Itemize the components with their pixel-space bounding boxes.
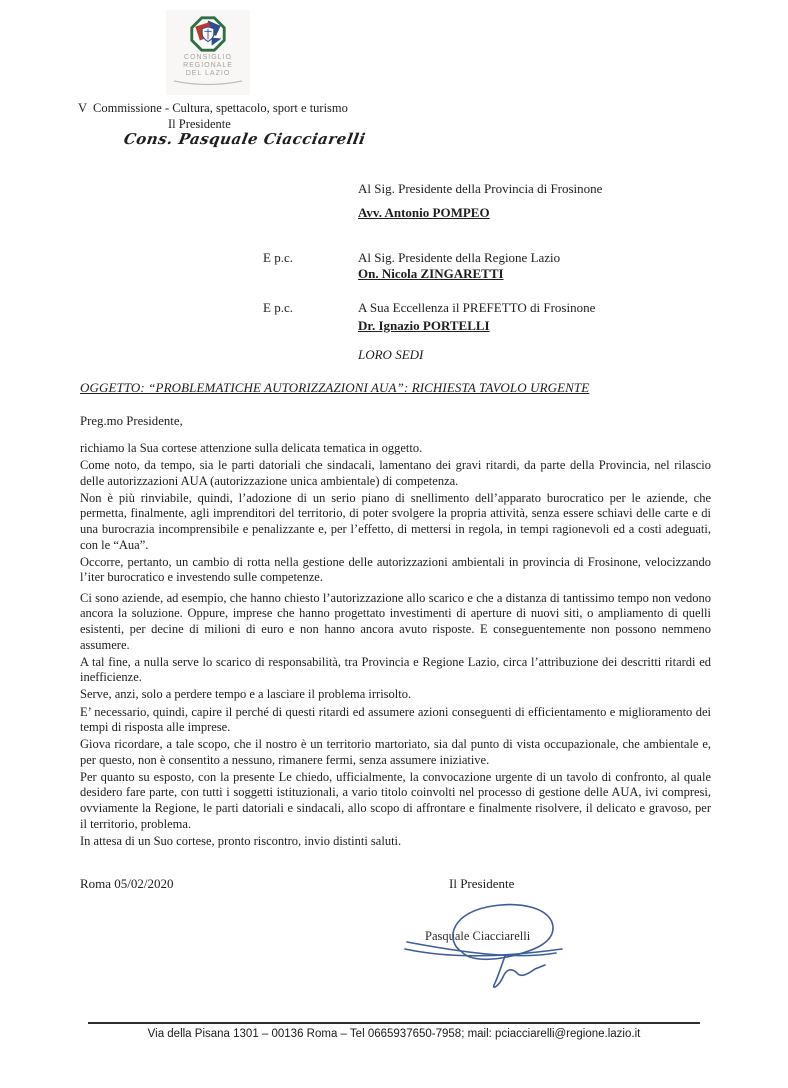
logo-text-line: REGIONALE [183, 62, 233, 69]
place-and-date: Roma 05/02/2020 [80, 876, 174, 891]
subject-line: OGGETTO: “PROBLEMATICHE AUTORIZZAZIONI AUA”: RICHIESTA TAVOLO URGENTE [80, 380, 590, 395]
loro-sedi-line: LORO SEDI [358, 347, 424, 362]
recipient-name: Dr. Ignazio PORTELLI [358, 318, 490, 333]
cc-label: E p.c. [263, 300, 293, 315]
body-paragraph: Come noto, da tempo, sia le parti datoriali che sindacali, lamentano dei gravi ritardi, da parte della Provincia, nel rilascio delle autorizzazioni AUA (autorizzazione unica ambientale) di competenza. [80, 458, 711, 488]
body-paragraph: Occorre, pertanto, un cambio di rotta nella gestione delle autorizzazioni ambientali in provincia di Frosinone, velocizzando l’iter burocratico e investendo sulle competenze. [80, 554, 711, 585]
org-logo [166, 10, 250, 95]
printed-signature-name: Pasquale Ciacciarelli [425, 929, 531, 943]
letter-body [80, 441, 711, 851]
logo-text-line: CONSIGLIO [184, 54, 232, 61]
body-paragraph: Giova ricordare, a tale scopo, che il nostro è un territorio martoriato, sia dal punto di vista occupazionale, che ambientale e, per questo, non è consentito a nessuno, rimanere fermi, senza assumere iniziative. [80, 737, 711, 767]
recipient-address: Al Sig. Presidente della Regione Lazio [358, 250, 561, 265]
body-paragraph: Non è più rinviabile, quindi, l’adozione di un serio piano di snellimento dell’apparato burocratico per le aziende, che permetta, finalmente, agli imprenditori del territorio, di poter svolgere la propria attività, senza essere schiavi delle carte e di una burocrazia incomprensibile e penalizzante e, per l’effetto, di mettersi in regola, in tempi ragionevoli ed a costi adeguati, con le “Aua”. [80, 490, 711, 552]
recipient-address: Al Sig. Presidente della Provincia di Frosinone [358, 181, 603, 196]
body-paragraph: Ci sono aziende, ad esempio, che hanno chiesto l’autorizzazione allo scarico e che a distanza di tantissimo tempo non vedono ancora la soluzione. Oppure, imprese che hanno progettato investimenti di aperture di nuovi siti, o ampliamento di quelli esistenti, per decine di milioni di euro e non hanno ancora avuto risposte. E conseguentemente non possono nemmeno assumere. [80, 590, 711, 652]
lazio-emblem-icon [190, 16, 226, 52]
cc-label: E p.c. [263, 250, 293, 265]
body-paragraph: In attesa di un Suo cortese, pronto riscontro, invio distinti saluti. [80, 833, 402, 848]
salutation: Preg.mo Presidente, [80, 414, 183, 428]
recipient-name: On. Nicola ZINGARETTI [358, 266, 504, 281]
logo-text-line: DEL LAZIO [185, 70, 231, 77]
closing-signer-role: Il Presidente [449, 876, 515, 891]
body-paragraph: Serve, anzi, solo a perdere tempo e a lasciare il problema irrisolto. [80, 687, 412, 702]
body-paragraph: E’ necessario, quindi, capire il perché di questi ritardi ed assumere azioni conseguenti di efficientamento e miglioramento dei tempi di risposta alle imprese. [80, 704, 711, 735]
footer-divider [88, 1022, 700, 1024]
handwritten-signature-scribble [392, 894, 582, 999]
recipient-address: A Sua Eccellenza il PREFETTO di Frosinone [358, 300, 596, 315]
recipient-name: Avv. Antonio POMPEO [358, 205, 490, 220]
footer-contact-info: Via della Pisana 1301 – 00136 Roma – Tel 0665937650-7958; mail: pciacciarelli@regione.lazio.it [147, 1028, 641, 1040]
president-role-line: Il Presidente [168, 117, 231, 131]
body-paragraph: richiamo la Sua cortese attenzione sulla delicata tematica in oggetto. [80, 441, 423, 455]
body-paragraph: Per quanto su esposto, con la presente Le chiedo, ufficialmente, la convocazione urgente di un tavolo di confronto, al quale desidero fare parte, con tutti i soggetti istituzionali, a vario titolo coinvolti nel processo di gestione delle AUA, ivi compresi, ovviamente la Regione, le parti datoriali e sindacali, allo scopo di affrontare e finalmente risolvere, il delicato e gravoso, per il territorio, problema. [80, 769, 711, 831]
consigliere-name-script: Cons. Pasquale Ciacciarelli [122, 130, 368, 148]
logo-curve-decoration [172, 79, 244, 87]
commission-title: V Commissione - Cultura, spettacolo, sport e turismo [78, 101, 348, 115]
body-paragraph: A tal fine, a nulla serve lo scarico di responsabilità, tra Provincia e Regione Lazio, circa l’attribuzione dei descritti ritardi ed inefficienze. [80, 654, 711, 685]
